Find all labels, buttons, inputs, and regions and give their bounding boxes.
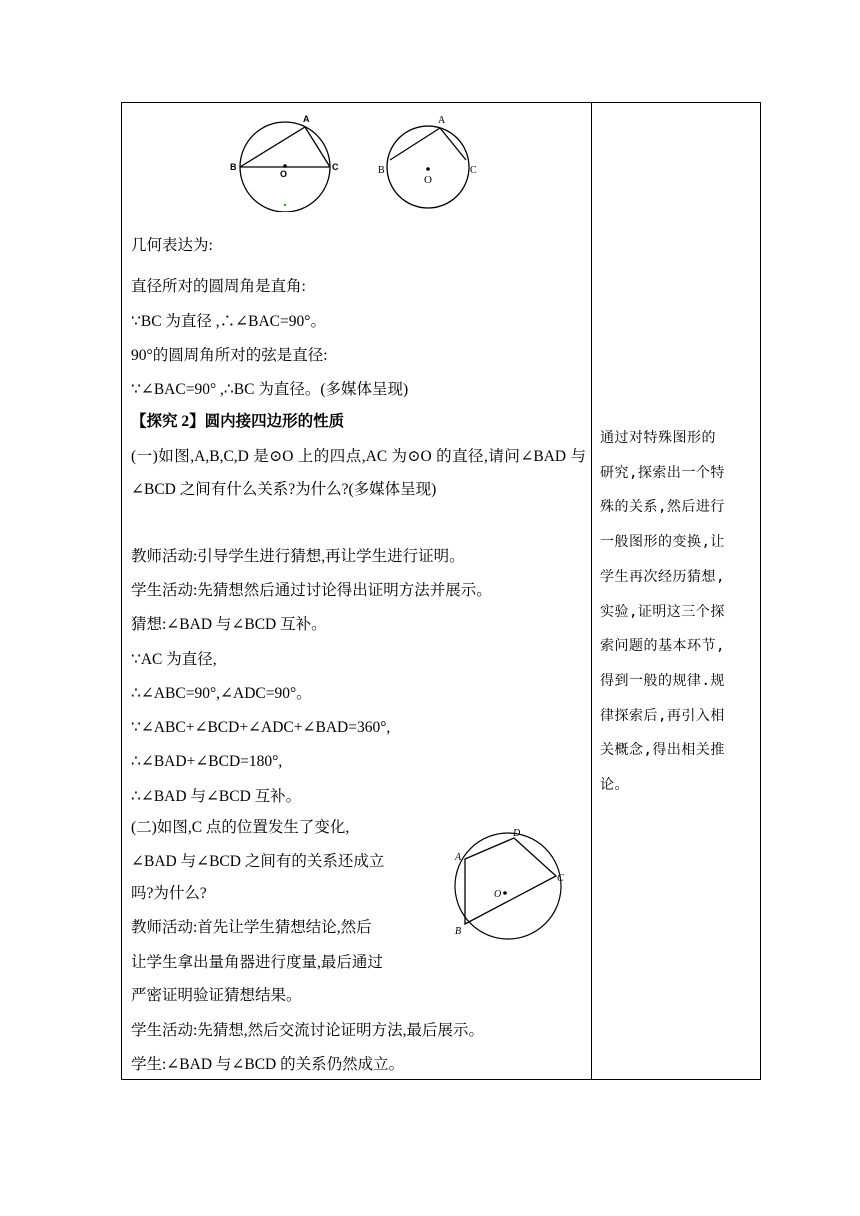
column-divider bbox=[591, 102, 592, 1080]
section-heading-explore-2: 【探究 2】圆内接四边形的性质 bbox=[131, 413, 345, 430]
text-line-12: ∵∠ABC+∠BCD+∠ADC+∠BAD=360°, bbox=[131, 719, 391, 736]
text-line-4: 90°的圆周角所对的弦是直径: bbox=[131, 347, 328, 364]
side-note-line: 学生再次经历猜想, bbox=[600, 568, 725, 585]
text-line-22: 学生:∠BAD 与∠BCD 的关系仍然成立。 bbox=[131, 1056, 405, 1073]
label-c-left: C bbox=[332, 162, 339, 172]
label-c-quad: C bbox=[557, 873, 564, 884]
center-point-left bbox=[283, 164, 287, 168]
side-note-line: 殊的关系,然后进行 bbox=[600, 499, 725, 516]
center-point-right bbox=[426, 167, 430, 171]
label-a-left: A bbox=[303, 114, 310, 124]
text-line-19: 让学生拿出量角器进行度量,最后通过 bbox=[131, 954, 383, 971]
side-note-line: 索问题的基本环节, bbox=[600, 638, 725, 655]
label-o-quad: O bbox=[494, 889, 502, 900]
design-intent-note bbox=[600, 421, 755, 803]
inscribed-quadrilateral-figure bbox=[450, 826, 570, 944]
text-line-17: 吗?为什么? bbox=[131, 885, 207, 902]
side-note-line: 律探索后,再引入相 bbox=[600, 707, 725, 724]
label-a-quad: A bbox=[455, 852, 462, 863]
label-c-right: C bbox=[470, 165, 477, 176]
circle-right bbox=[387, 126, 469, 208]
paragraph-question-1: (一)如图,A,B,C,D 是⊙O 上的四点,AC 为⊙O 的直径,请问∠BAD 与∠BCD 之间有什么关系?为什么?(多媒体呈现) bbox=[131, 448, 586, 498]
text-line-3: ∵BC 为直径 ,∴∠BAC=90°。 bbox=[131, 313, 326, 330]
text-line-21: 学生活动:先猜想,然后交流讨论证明方法,最后展示。 bbox=[131, 1022, 485, 1039]
chord-ba-right bbox=[390, 128, 440, 160]
label-b-quad: B bbox=[455, 926, 462, 937]
text-line-16: ∠BAD 与∠BCD 之间有的关系还成立 bbox=[131, 853, 385, 870]
side-note-line: 通过对特殊图形的 bbox=[600, 430, 716, 446]
text-line-20: 严密证明验证猜想结果。 bbox=[131, 987, 302, 1004]
side-note-line: 研究,探索出一个特 bbox=[600, 464, 725, 481]
text-line-18: 教师活动:首先让学生猜想结论,然后 bbox=[131, 919, 372, 936]
label-b-left: B bbox=[230, 162, 237, 172]
text-line-14: ∴∠BAD 与∠BCD 互补。 bbox=[131, 788, 302, 805]
side-note-line: 得到一般的规律.规 bbox=[600, 672, 725, 689]
text-line-5: ∵∠BAC=90° ,∴BC 为直径。(多媒体呈现) bbox=[131, 381, 409, 398]
quadrilateral-abcd bbox=[465, 838, 556, 924]
side-note-line: 实验,证明这三个探 bbox=[600, 603, 725, 620]
text-line-9: 猜想:∠BAD 与∠BCD 互补。 bbox=[131, 616, 327, 633]
text-line-2: 直径所对的圆周角是直角: bbox=[131, 278, 306, 295]
text-line-10: ∵AC 为直径, bbox=[131, 651, 217, 668]
chord-ac bbox=[305, 127, 330, 167]
circle-figures bbox=[228, 108, 488, 212]
circle-quad bbox=[455, 833, 561, 939]
label-o-right: O bbox=[424, 174, 432, 186]
text-line-15: (二)如图,C 点的位置发生了变化, bbox=[131, 819, 350, 836]
text-line-13: ∴∠BAD+∠BCD=180°, bbox=[131, 753, 283, 770]
chord-ba bbox=[240, 127, 305, 167]
text-line-8: 学生活动:先猜想然后通过讨论得出证明方法并展示。 bbox=[131, 582, 492, 599]
label-d-quad: D bbox=[513, 828, 521, 839]
label-b-right: B bbox=[378, 165, 385, 176]
text-line-1: 几何表达为: bbox=[131, 237, 213, 254]
center-point-quad bbox=[503, 891, 507, 895]
label-o-left: O bbox=[280, 169, 288, 179]
green-dot bbox=[284, 204, 286, 206]
label-a-right: A bbox=[438, 115, 446, 126]
text-line-11: ∴∠ABC=90°,∠ADC=90°。 bbox=[131, 685, 312, 702]
side-note-line: 论。 bbox=[600, 777, 629, 794]
text-line-7: 教师活动:引导学生进行猜想,再让学生进行证明。 bbox=[131, 548, 465, 565]
side-note-line: 一般图形的变换,让 bbox=[600, 534, 725, 551]
side-note-line: 关概念,得出相关推 bbox=[600, 742, 725, 759]
